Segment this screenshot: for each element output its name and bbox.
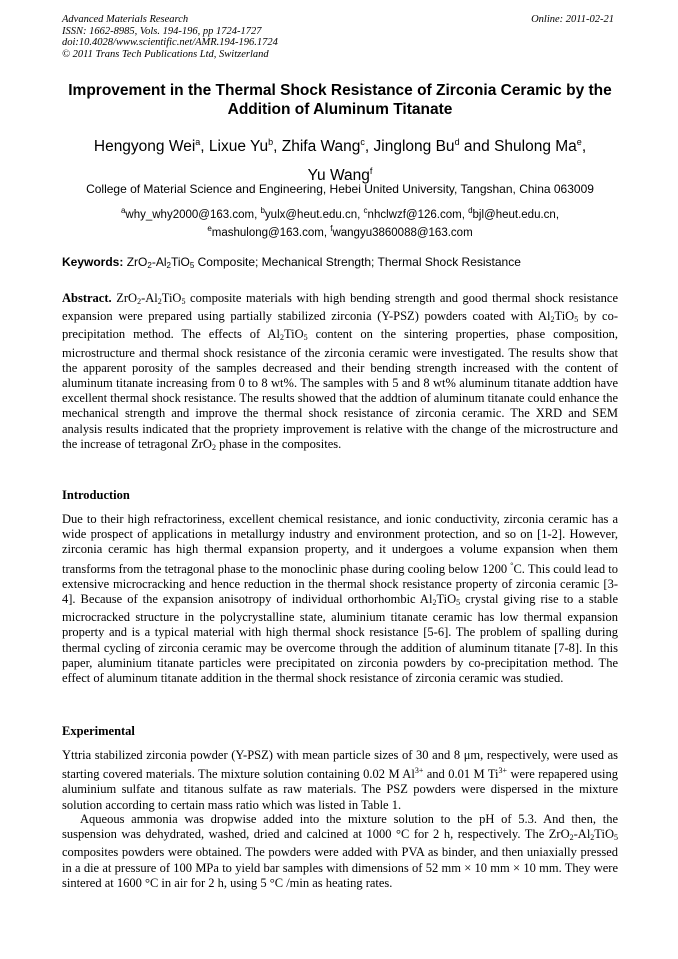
email: bjl@heut.edu.cn (472, 208, 556, 221)
author: Yu Wang (307, 167, 370, 185)
keywords (62, 255, 618, 273)
author: Lixue Yu (208, 138, 269, 156)
email: mashulong@163.com (211, 226, 324, 239)
journal-meta (62, 14, 278, 60)
email: nhclwzf@126.com (367, 208, 462, 221)
section-heading-experimental: Experimental (62, 724, 135, 738)
email: wangyu3860088@163.com (332, 226, 473, 239)
author: Zhifa Wang (281, 138, 361, 156)
online-date: Online: 2011-02-21 (531, 14, 614, 25)
copyright: © 2011 Trans Tech Publications Ltd, Switzerland (62, 48, 269, 60)
introduction-text: Due to their high refractoriness, excellent chemical resistance, and ionic conductivity, zirconia ceramic has a wide prospect of applications in metallurgy industry and environment protection, and so on [1-2]. However, zirconia ceramic has high thermal expansion property, and it undergoes a volume expansion when them transforms from the tetragonal phase to the monoclinic phase during cooling below 1200 °C. This could lead to extensive microcracking and hence reduction in the thermal shock resistance property of zirconia ceramic [3-4]. Because of the expansion anisotropy of individual orthorhombic $Al_2TiO_5$ crystal giving rise to a stable microcracked structure in the polycrystalline state, aluminium titanate ceramic has low thermal expansion property and is a typical material with high thermal shock resistance [5-6]. The problem of spalling during thermal cycling of zirconia ceramic may be overcome through the addition of aluminum titanate [7-8]. In this paper, aluminium titanate particles were precipitated on zirconia powders by co-precipitation method. The effect of aluminum titanate addition in the thermal shock resistance of zirconia ceramic was studied. (62, 512, 618, 686)
journal-name: Advanced Materials Research (62, 14, 189, 25)
email: why_why2000@163.com (125, 208, 255, 221)
author: Jinglong Bu (373, 138, 455, 156)
abstract: Abstract. $ZrO_2-Al_2TiO_5$ composite materials with high bending strength and good thermal shock resistance expansion were prepared using partially stabilized zirconia (Y-PSZ) powders coated with $Al_2TiO_5$ by co-precipitation method. The effects of $Al_2TiO_5$ content on the sintering properties, phase composition, microstructure and thermal shock resistance of the zirconia ceramic were investigated. The results show that the apparent porosity of the samples decreased and their bending strength increased with the content of aluminum titanate increasing from 0 to 8 wt%. The samples with 5 and 8 wt% aluminum titanate addtion have excellent thermal shock resistance. The results showed that the addtion of aluminum titanate could enhance the mechanical strength and improve the thermal shock resistance of zirconia ceramic. The XRD and SEM analysis results indicated that the propriety improvement is relative with the change of the microstructure and the increase of tetragonal ZrO$_2$ phase in the composites. (62, 291, 618, 452)
author: Shulong Ma (494, 138, 577, 156)
email: yulx@heut.edu.cn (264, 208, 358, 221)
experimental-text: Aqueous ammonia was dropwise added into the mixture solution to the pH of 5.3. And then, the suspension was dehydrated, washed, dried and calcined at 1000 °C for 2 h, respectively. The $ZrO_2-Al_2TiO_5$ composites powders were obtained. The powders were added with PVA as binder, and then uniaxially pressed in a die at pressure of 100 MPa to yield bar samples with dimensions of 52 mm × 10 mm × 10 mm. They were sintered at 1600 °C in air for 2 h, using 5 °C /min as heating rates. (62, 812, 618, 890)
email-list: $^a$why_why2000@163.com, $^b$yulx@heut.edu.cn, $^c$nhclwzf@126.com, $^d$bjl@heut.edu.cn, $^e$mashulong@163.com, $^f$wangyu3860088@163.com (120, 206, 560, 239)
doi: doi:10.4028/www.scientific.net/AMR.194-196.1724 (62, 37, 278, 48)
experimental-text: Yttria stabilized zirconia powder (Y-PSZ) with mean particle sizes of 30 and 8 μm, respectively, were used as starting covered materials. The mixture solution containing 0.02 M $Al^{3+}$ and 0.01 M $Ti^{3+}$ were repapered using aluminium sulfate and titanous sulfate as raw materials. The PSZ powders were dispersed in the mixture solution according to certain mass ratio which was listed in Table 1. (62, 748, 618, 812)
affiliation: College of Material Science and Engineering, Hebei United University, Tangshan, China 063009 (86, 182, 594, 196)
keywords-label: Keywords: (62, 255, 124, 269)
author: Hengyong Wei (93, 138, 196, 156)
paper-title: Improvement in the Thermal Shock Resistance of Zirconia Ceramic by the Addition of Aluminum Titanate (68, 82, 612, 118)
abstract-label: Abstract. (62, 291, 112, 305)
issn: ISSN: 1662-8985, Vols. 194-196, pp 1724-1727 (62, 25, 262, 37)
author-list: Hengyong Wei$^a$, Lixue Yu$^b$, Zhifa Wang$^c$, Jinglong Bu$^d$ and Shulong Ma$^e$, Yu Wang$^f$ (93, 137, 587, 185)
keywords-text: $ZrO_2-Al_2TiO_5$ Composite; Mechanical Strength; Thermal Shock Resistance (126, 255, 521, 270)
section-heading-introduction: Introduction (62, 488, 130, 502)
